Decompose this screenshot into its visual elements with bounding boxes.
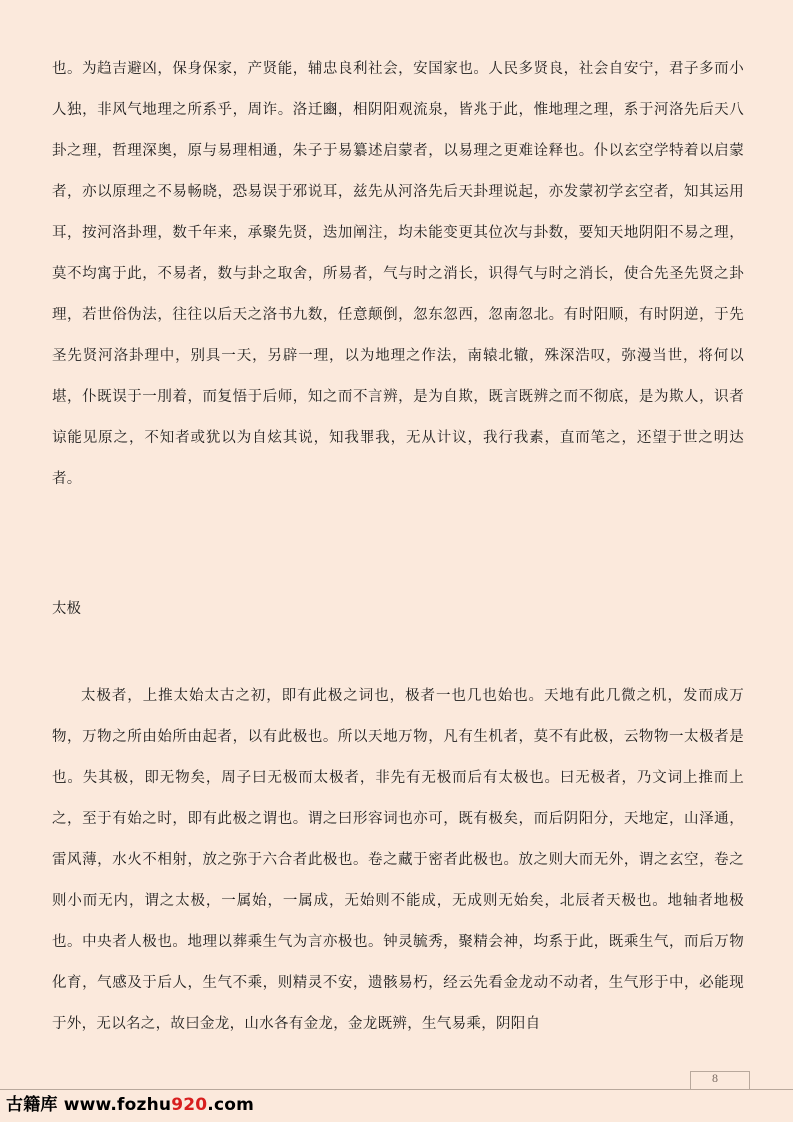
page-number: 8: [712, 1071, 718, 1085]
watermark-site-name: 古籍库: [6, 1095, 58, 1115]
page-number-tab: [690, 1071, 750, 1089]
watermark-url-suffix: .com: [207, 1095, 255, 1115]
intro-paragraph: 也。为趋吉避凶，保身保家，产贤能，辅忠良利社会，安国家也。人民多贤良，社会自安宁，君子多而小人独，非风气地理之所系乎，周诈。洛迁豳，相阴阳观流泉，皆兆于此，惟地理之理，系于河洛先后天八卦之理，哲理深奥，原与易理相通，朱子于易纂述启蒙者，以易理之更难诠释也。仆以玄空学特着以启蒙者，亦以原理之不易畅晓，恐易误于邪说耳，兹先从河洛先后天卦理说起，亦发蒙初学玄空者，知其运用耳，按河洛卦理，数千年来，承聚先贤，迭加阐注，均未能变更其位次与卦数，要知天地阴阳不易之理，莫不均寓于此，不易者，数与卦之取舍，所易者，气与时之消长，识得气与时之消长，使合先圣先贤之卦理，若世俗伪法，往往以后天之洛书九数，任意颠倒，忽东忽西，忽南忽北。有时阳顺，有时阴逆，于先圣先贤河洛卦理中，别具一天，另辟一理，以为地理之作法，南辕北辙，殊深浩叹，弥漫当世，将何以堪，仆既误于一刖着，而复悟于后师，知之而不言辨，是为自欺，既言既辨之而不彻底，是为欺人，识者谅能见原之，不知者或犹以为自炫其说，知我罪我，无从计议，我行我素，直而笔之，还望于世之明达者。: [52, 61, 744, 487]
taiji-paragraph: 太极者，上推太始太古之初，即有此极之词也，极者一也几也始也。天地有此几微之机，发而成万物，万物之所由始所由起者，以有此极也。所以天地万物，凡有生机者，莫不有此极，云物物一太极者是也。失其极，即无物矣，周子曰无极而太极者，非先有无极而后有太极也。曰无极者，乃文词上推而上之，至于有始之时，即有此极之谓也。谓之曰形容词也亦可，既有极矣，而后阴阳分，天地定，山泽通，雷风薄，水火不相射，放之弥于六合者此极也。卷之藏于密者此极也。放之则大而无外，谓之玄空，卷之则小而无内，谓之太极，一属始，一属成，无始则不能成，无成则无始矣，北辰者天极也。地轴者地极也。中央者人极也。地理以葬乘生气为言亦极也。钟灵毓秀，聚精会神，均系于此，既乘生气，而后万物化育，气感及于后人，生气不乘，则精灵不安，遗骸易朽，经云先看金龙动不动者，生气形于中，必能现于外，无以名之，故曰金龙，山水各有金龙，金龙既辨，生气易乘，阴阳自: [52, 688, 744, 1032]
site-watermark: [6, 1090, 254, 1115]
watermark-url-prefix: www.fozhu: [57, 1095, 172, 1115]
watermark-url-number: 920: [171, 1095, 208, 1115]
section-title: 太极: [52, 601, 81, 617]
